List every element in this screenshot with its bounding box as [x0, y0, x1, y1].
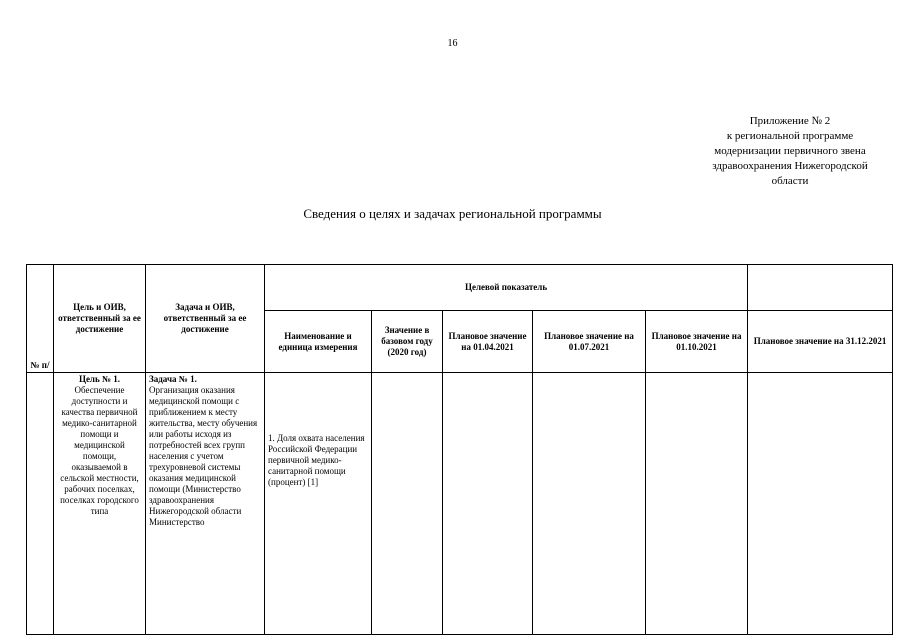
- header-base-value: Значение в базовом году (2020 год): [372, 311, 443, 373]
- cell-indicator: 1. Доля охвата населения Российской Федерации первичной медико-санитарной помощи (процент) [1]: [265, 373, 372, 635]
- appendix-line: Приложение № 2: [749, 115, 831, 127]
- cell-plan-3112: [748, 373, 893, 635]
- cell-plan-0104: [443, 373, 533, 635]
- header-plan-0104: Плановое значение на 01.04.2021: [443, 311, 533, 373]
- header-empty: [748, 265, 893, 311]
- header-plan-0110: Плановое значение на 01.10.2021: [646, 311, 748, 373]
- page-number: 16: [447, 38, 458, 49]
- goals-table: [26, 264, 893, 635]
- table-row: [27, 373, 893, 635]
- cell-num: [27, 373, 54, 635]
- header-task: Задача и ОИВ, ответственный за ее достижение: [146, 265, 265, 373]
- header-name-unit: Наименование и единица измерения: [265, 311, 372, 373]
- header-goal: Цель и ОИВ, ответственный за ее достижение: [54, 265, 146, 373]
- header-indicator-group: Целевой показатель: [265, 265, 748, 311]
- task-text: Организация оказания медицинской помощи с приближением к месту жительства, месту обучения или работы исходя из потребностей всех групп населения с учетом трехуровневой системы оказания медицинской помощи (Министерство здравоохранения Нижегородской области Министерство: [149, 385, 258, 527]
- appendix-line: модернизации первичного звена: [714, 145, 866, 157]
- appendix-line: области: [771, 175, 809, 187]
- task-title: Задача № 1.: [149, 374, 197, 384]
- appendix-line: здравоохранения Нижегородской: [712, 160, 868, 172]
- header-plan-0107: Плановое значение на 01.07.2021: [533, 311, 646, 373]
- document-title: Сведения о целях и задачах региональной программы: [303, 206, 602, 221]
- cell-goal: [54, 373, 146, 635]
- cell-plan-0107: [533, 373, 646, 635]
- appendix-line: к региональной программе: [726, 130, 854, 142]
- cell-task: [146, 373, 265, 635]
- header-num: № п/: [27, 265, 54, 373]
- appendix-caption: [690, 114, 890, 189]
- cell-base-value: [372, 373, 443, 635]
- cell-plan-0110: [646, 373, 748, 635]
- goal-title: Цель № 1.: [78, 374, 121, 384]
- header-plan-3112: Плановое значение на 31.12.2021: [748, 311, 893, 373]
- goal-text: Обеспечение доступности и качества первичной медико-санитарной помощи и медицинской помощи, оказываемой в сельской местности, рабочих поселках, поселках городского типа: [60, 385, 139, 516]
